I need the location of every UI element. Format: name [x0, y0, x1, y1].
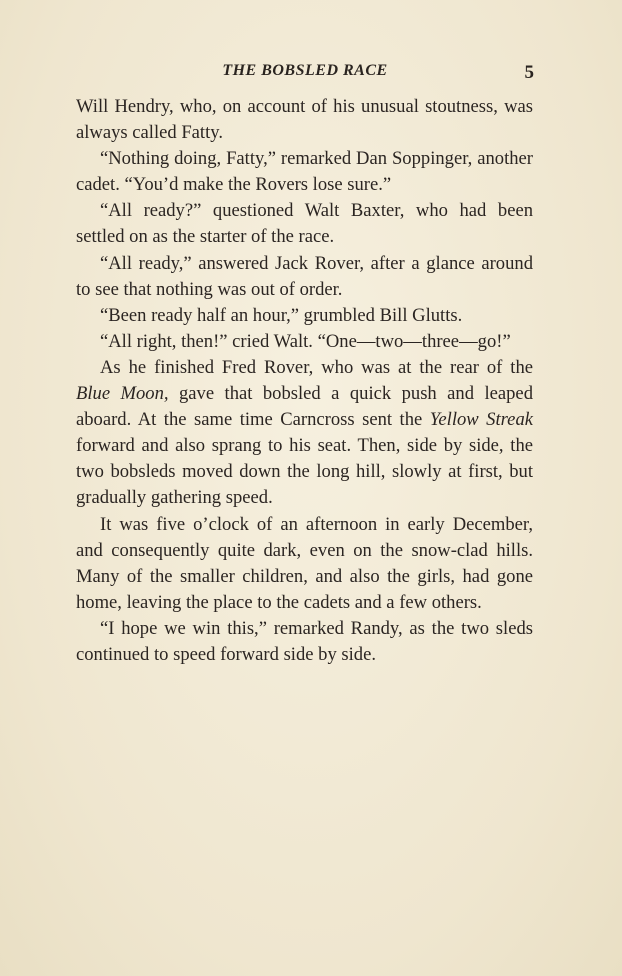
paragraph — [76, 251, 533, 303]
paragraph — [76, 198, 533, 250]
paragraph — [76, 329, 533, 355]
italic-title: Blue Moon, — [76, 383, 169, 405]
page-number: 5 — [524, 62, 534, 83]
body-text — [76, 94, 533, 668]
paragraph — [76, 616, 533, 668]
running-title: THE BOBSLED RACE — [222, 62, 388, 79]
text-run: It was five o’clock of an afternoon in early December, and consequently quite dark, even on the snow-clad hills. Many of the smaller children, and also the girls, had gone home, leaving the place to the cadets and a few others. — [76, 513, 533, 613]
text-run: forward and also sprang to his seat. Then, side by side, the two bobsleds moved down the long hill, slowly at first, but gradually gathering speed. — [76, 435, 533, 509]
text-run: “I hope we win this,” remarked Randy, as the two sleds continued to speed forward side by side. — [76, 617, 533, 665]
italic-title: Yellow Streak — [429, 409, 533, 431]
text-run: Will Hendry, who, on account of his unusual stoutness, was always called Fatty. — [76, 96, 533, 144]
text-run: gave that bobsled a quick push and leaped aboard. At the same time Carncross sent the — [76, 383, 533, 431]
paragraph — [76, 512, 533, 616]
text-run: “Been ready half an hour,” grumbled Bill Glutts. — [100, 304, 463, 326]
text-run: “All right, then!” cried Walt. “One—two—three—go!” — [100, 330, 511, 352]
text-run: “All ready?” questioned Walt Baxter, who had been settled on as the starter of the race. — [76, 200, 533, 248]
paragraph — [76, 303, 533, 329]
paragraph — [76, 355, 533, 512]
page-header — [76, 60, 534, 86]
text-run: “Nothing doing, Fatty,” remarked Dan Soppinger, another cadet. “You’d make the Rovers lose sure.” — [76, 148, 533, 196]
text-run: As he finished Fred Rover, who was at the rear of the — [100, 356, 533, 378]
paragraph — [76, 94, 533, 146]
paragraph — [76, 146, 533, 198]
text-run: “All ready,” answered Jack Rover, after a glance around to see that nothing was out of order. — [76, 252, 533, 300]
